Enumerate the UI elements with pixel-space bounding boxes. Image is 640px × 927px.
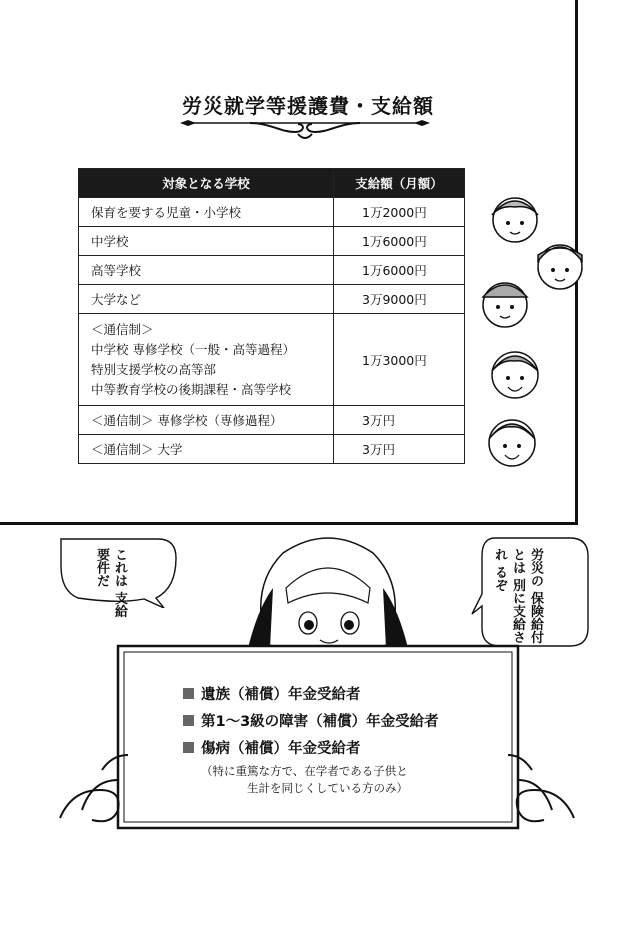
amount-cell: 1万6000円: [334, 227, 465, 256]
school-cell: 中学校: [79, 227, 334, 256]
school-line: 特別支援学校の高等部: [91, 361, 217, 377]
table-row: [79, 256, 465, 285]
header-amount: 支給額（月額）: [334, 169, 465, 198]
bullet-square-icon: [183, 688, 194, 699]
amount-cell: 1万2000円: [334, 198, 465, 227]
condition-item: [183, 680, 439, 707]
bullet-square-icon: [183, 742, 194, 753]
amount-cell: 3万9000円: [334, 285, 465, 314]
amount-cell: 1万6000円: [334, 256, 465, 285]
school-cell: [79, 314, 334, 406]
speech-line: るぞ: [492, 565, 507, 592]
school-cell: 保育を要する児童・小学校: [79, 198, 334, 227]
table-row: [79, 314, 465, 406]
payment-table: [78, 168, 465, 464]
school-line: 中学校 専修学校（一般・高等過程）: [91, 341, 295, 357]
bullet-square-icon: [183, 715, 194, 726]
speech-line: 保険給付とは: [510, 548, 543, 644]
title-ornament: [180, 112, 430, 142]
condition-text: 第1～3級の障害（補償）年金受給者: [201, 714, 439, 730]
note-line: （特に重篤な方で、在学者である子供と: [201, 764, 408, 778]
payment-conditions-list: [183, 680, 439, 797]
amount-cell: 1万3000円: [334, 314, 465, 406]
school-line: ＜通信制＞: [91, 321, 154, 337]
speech-text-left: [92, 548, 128, 618]
table-row: [79, 198, 465, 227]
table-header-row: [79, 169, 465, 198]
header-school: 対象となる学校: [79, 169, 334, 198]
school-cell: 大学など: [79, 285, 334, 314]
speech-line: これは: [112, 548, 127, 587]
speech-line: 別に支給され: [492, 548, 525, 644]
amount-cell: 3万円: [334, 406, 465, 435]
table-row: [79, 435, 465, 464]
speech-line: 支給: [112, 591, 127, 618]
speech-line: 要件だ: [94, 548, 109, 587]
condition-note: [201, 763, 439, 797]
school-cell: 高等学校: [79, 256, 334, 285]
table-row: [79, 406, 465, 435]
school-line: 中等教育学校の後期課程・高等学校: [91, 381, 292, 397]
condition-text: 傷病（補償）年金受給者: [201, 741, 361, 757]
page-title: 労災就学等援護費・支給額: [182, 94, 434, 118]
school-cell: ＜通信制＞ 専修学校（専修過程）: [79, 406, 334, 435]
girl-character-illustration: [228, 528, 428, 656]
condition-item: [183, 734, 439, 761]
table-row: [79, 285, 465, 314]
speech-line: 労災の: [528, 548, 543, 587]
condition-text: 遺族（補償）年金受給者: [201, 687, 361, 703]
school-cell: ＜通信制＞ 大学: [79, 435, 334, 464]
speech-text-right: [490, 548, 544, 644]
table-row: [79, 227, 465, 256]
amount-cell: 3万円: [334, 435, 465, 464]
character-faces-illustration: [470, 175, 585, 505]
note-line: 生計を同じくしている方のみ）: [247, 781, 408, 795]
condition-item: [183, 707, 439, 734]
